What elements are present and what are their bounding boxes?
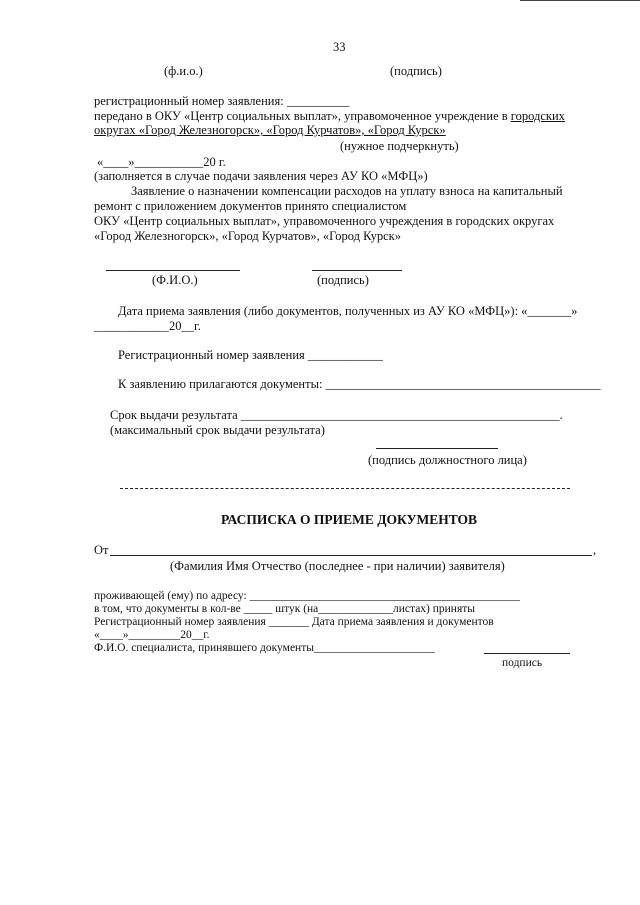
result-term-line: Срок выдачи результата ___________________________________________________. [110,408,563,422]
documents-count-line: в том, что документы в кол-ве _____ штук (на_____________листах) приняты [94,603,476,615]
fill-note: (заполняется в случае подачи заявления через АУ КО «МФЦ») [94,169,428,183]
statement-line-4: «Город Железногорск», «Город Курчатов», «Город Курск» [94,229,401,243]
fio-signature-line [106,270,240,271]
block2-registration-number: Регистрационный номер заявления ____________ [118,348,383,362]
official-signature-caption: (подпись должностного лица) [368,453,527,467]
attached-documents-line: К заявлению прилагаются документы: ____________________________________________ [118,377,601,391]
registration-number-line: регистрационный номер заявления: __________ [94,94,350,108]
top-corner-rule [520,0,640,1]
from-label: От [94,543,109,557]
specialist-line: Ф.И.О. специалиста, принявшего документы_____________________ [94,642,435,654]
top-fio-caption: (ф.и.о.) [164,64,203,78]
official-signature-line [376,448,498,449]
receipt-signature-caption: подпись [502,657,543,669]
statement-line-2: ремонт с приложением документов принято специалистом [94,199,407,213]
receipt-signature-line [484,653,570,654]
page-number: 33 [333,40,346,54]
cut-line [120,488,570,489]
passed-prefix: передано в ОКУ «Центр социальных выплат», управомоченное учреждение в [94,109,511,123]
underline-note: (нужное подчеркнуть) [340,139,459,153]
from-comma: , [593,543,597,557]
passed-underlined-1: городских [510,109,565,123]
statement-line-3: ОКУ «Центр социальных выплат», управомоченного учреждения в городских округах [94,214,555,228]
receipt-reg-and-date-line: Регистрационный номер заявления _______ Дата приема заявления и документов [94,616,494,628]
from-name-line [110,555,592,556]
date-received-line-1: Дата приема заявления (либо документов, полученных из АУ КО «МФЦ»): «_______» [118,304,578,318]
receipt-title: РАСПИСКА О ПРИЕМЕ ДОКУМЕНТОВ [221,512,478,527]
statement-line-1: Заявление о назначении компенсации расходов на уплату взноса на капитальный [131,184,563,198]
date-received-line-2: ____________20__г. [94,319,201,333]
result-term-note: (максимальный срок выдачи результата) [110,423,325,437]
receipt-date-line: «____»_________20__г. [94,629,210,641]
passed-underlined-2: округах «Город Железногорск», «Город Курчатов», «Город Курск» [94,123,446,137]
passed-to-line [94,109,565,123]
top-signature-caption: (подпись) [390,64,442,78]
date-line: «____»___________20 г. [97,155,226,169]
signature-line [312,270,402,271]
address-line: проживающей (ему) по адресу: _______________________________________________ [94,590,520,602]
fio-caption: (Ф.И.О.) [152,273,198,287]
signature-caption: (подпись) [317,273,369,287]
from-caption: (Фамилия Имя Отчество (последнее - при наличии) заявителя) [170,559,505,573]
